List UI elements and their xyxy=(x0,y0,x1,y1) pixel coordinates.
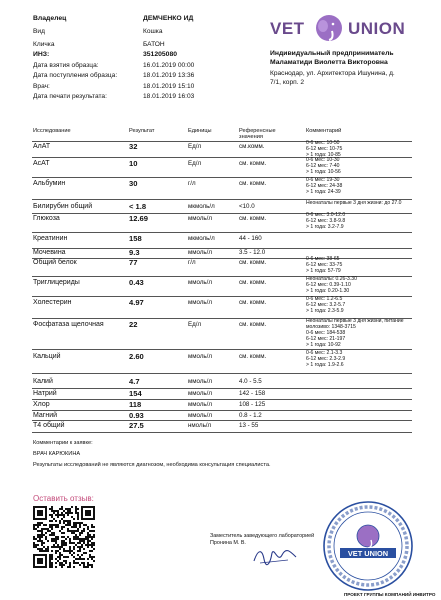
row-divider xyxy=(32,248,412,249)
test-unit: нмоль/л xyxy=(188,422,212,429)
test-comment-line: 6-12 мес: 33-75 xyxy=(306,262,343,269)
test-result: 12.69 xyxy=(129,214,149,223)
test-unit: мкмоль/л xyxy=(188,203,215,210)
test-result: 9.3 xyxy=(129,248,140,257)
header-divider xyxy=(32,141,412,142)
test-result: 30 xyxy=(129,179,138,188)
test-result: 0.43 xyxy=(129,278,144,287)
test-comment-line: > 1 года: 10-56 xyxy=(306,169,341,176)
test-unit: ммоль/л xyxy=(188,249,212,256)
pet-name-value: БАТОН xyxy=(143,41,165,48)
test-reference: см. комм. xyxy=(239,299,267,306)
received-date-label: Дата поступления образца: xyxy=(33,72,118,79)
test-name: Фосфатаза щелочная xyxy=(33,321,104,328)
test-unit: ммоль/л xyxy=(188,378,212,385)
row-divider xyxy=(32,232,412,233)
sample-date-label: Дата взятия образца: xyxy=(33,62,99,69)
test-result: 154 xyxy=(129,389,142,398)
test-reference: 3.5 - 12.0 xyxy=(239,249,266,256)
row-divider xyxy=(32,157,412,158)
test-reference: 142 - 158 xyxy=(239,390,266,397)
col-header-units: Единицы xyxy=(188,128,212,134)
test-name: Магний xyxy=(33,412,58,419)
test-comment-line: > 1 года: 24-39 xyxy=(306,189,341,196)
test-reference: 0.8 - 1.2 xyxy=(239,412,262,419)
test-result: 10 xyxy=(129,159,138,168)
test-comment-line: 6-12 мес: 3.2-5.7 xyxy=(306,302,346,309)
feedback-label: Оставить отзыв: xyxy=(33,494,94,503)
test-name: Триглицериды xyxy=(33,279,80,286)
test-result: 27.5 xyxy=(129,421,144,430)
test-comment-line: 0-6 мес: 10-50 xyxy=(306,140,340,146)
test-reference: 4.0 - 5.5 xyxy=(239,378,262,385)
test-comment-line: Неонаталы: 0.26-3.30 xyxy=(306,276,357,282)
test-unit: ммоль/л xyxy=(188,412,212,419)
test-result: 22 xyxy=(129,320,138,329)
doctor-value: 18.01.2019 15:10 xyxy=(143,83,195,90)
signature-name: Пронина М. В. xyxy=(210,540,246,546)
row-divider xyxy=(32,410,412,411)
test-unit: ммоль/л xyxy=(188,299,212,306)
sample-date-value: 16.01.2019 00:00 xyxy=(143,62,195,69)
test-reference: см. комм. xyxy=(239,259,267,266)
test-unit: Ед/л xyxy=(188,160,202,167)
test-comment-line: 6-12 мес: 21-197 xyxy=(306,336,346,343)
print-date-label: Дата печати результата: xyxy=(33,93,107,100)
test-comment-line: 6-12 мес: 3.8-9.8 xyxy=(306,218,346,225)
test-unit: Ед/л xyxy=(188,143,202,150)
test-result: 2.60 xyxy=(129,352,144,361)
test-comment-line: 0-6 мес: 184-538 xyxy=(306,330,346,337)
test-name: Общий белок xyxy=(33,259,77,266)
test-comment-line: 6-12 мес: 10-75 xyxy=(306,146,343,153)
test-comment-line: 6-12 мес: 7-40 xyxy=(306,163,340,170)
test-name: Альбумин xyxy=(33,180,66,187)
test-name: Креатинин xyxy=(33,235,68,242)
test-comment-line: 0-6 мес: 10-30 xyxy=(306,157,340,163)
owner-label: Владелец xyxy=(33,15,67,22)
test-unit: ммоль/л xyxy=(188,390,212,397)
handwritten-signature xyxy=(252,545,298,567)
test-reference: см.комм. xyxy=(239,143,265,150)
test-unit: г/л xyxy=(188,180,196,187)
test-comment-line: молозиво: 1348-3715 xyxy=(306,324,356,331)
test-unit: г/л xyxy=(188,259,196,266)
request-comment-value: ВРАЧ КАРЮКИНА xyxy=(33,451,81,457)
test-unit: ммоль/л xyxy=(188,279,212,286)
species-value: Кошка xyxy=(143,28,163,35)
test-comment-line: > 1 года: 57-79 xyxy=(306,268,341,275)
col-header-ref-2: значения xyxy=(239,134,263,140)
test-comment-line: 0-6 мес: 3.0-12.0 xyxy=(306,212,346,218)
clinic-stamp xyxy=(322,500,414,592)
pet-name-label: Кличка xyxy=(33,41,55,48)
test-comment-line: > 1 года: 0.20-1.30 xyxy=(306,288,350,295)
row-divider xyxy=(32,213,412,214)
request-comment-label: Комментарии к заявке: xyxy=(33,440,93,446)
inz-value: 351205080 xyxy=(143,51,178,58)
test-name: Глюкоза xyxy=(33,215,60,222)
row-divider xyxy=(32,388,412,389)
test-name: Мочевина xyxy=(33,249,66,256)
test-comment-line: 6-12 мес: 0.39-1.10 xyxy=(306,282,351,289)
test-reference: 13 - 55 xyxy=(239,422,259,429)
test-result: 32 xyxy=(129,142,138,151)
row-divider xyxy=(32,373,412,374)
col-header-ref: Референсные xyxy=(239,128,276,134)
test-name: Калий xyxy=(33,378,53,385)
test-result: 118 xyxy=(129,400,142,409)
test-reference: см. комм. xyxy=(239,279,267,286)
test-reference: см. комм. xyxy=(239,180,267,187)
test-unit: мкмоль/л xyxy=(188,235,215,242)
row-divider xyxy=(32,432,412,433)
received-date-value: 18.01.2019 13:36 xyxy=(143,72,195,79)
row-divider xyxy=(32,349,412,350)
test-reference: см. комм. xyxy=(239,321,267,328)
test-result: 0.93 xyxy=(129,411,144,420)
elephant-icon xyxy=(314,13,344,43)
org-type: Индивидуальный предприниматель xyxy=(270,50,394,57)
org-address-line1: Краснодар, ул. Архитектора Ишунина, д. xyxy=(270,70,395,77)
doctor-label: Врач: xyxy=(33,83,50,90)
test-reference: см. комм. xyxy=(239,160,267,167)
test-comment-line: 0-6 мес: 19-30 xyxy=(306,177,340,183)
test-name: Холестерин xyxy=(33,299,72,306)
test-name: Билирубин общий xyxy=(33,203,93,210)
footer-project: ПРОЕКТ ГРУППЫ КОМПАНИЙ ИНВИТРО xyxy=(344,592,436,597)
test-name: АсАТ xyxy=(33,160,50,167)
inz-label: ИНЗ: xyxy=(33,51,50,58)
test-unit: ммоль/л xyxy=(188,401,212,408)
test-comment-line: 6-12 мес: 2.3-2.9 xyxy=(306,356,346,363)
species-label: Вид xyxy=(33,28,45,35)
owner-value: ДЕМЧЕНКО ИД xyxy=(143,15,194,22)
logo-text-left: VET xyxy=(270,19,305,38)
test-result: 158 xyxy=(129,234,142,243)
test-name: Натрий xyxy=(33,390,57,397)
signature-title: Заместитель заведующего лабораторией xyxy=(210,533,315,539)
test-reference: <10.0 xyxy=(239,203,255,210)
test-unit: ммоль/л xyxy=(188,215,212,222)
org-address-line2: 7/1, корп. 2 xyxy=(270,79,305,86)
qr-code[interactable] xyxy=(33,506,95,568)
test-result: 4.7 xyxy=(129,377,140,386)
test-reference: 44 - 160 xyxy=(239,235,262,242)
test-result: 4.97 xyxy=(129,298,144,307)
test-name: Кальций xyxy=(33,353,61,360)
test-result: < 1.8 xyxy=(129,202,147,211)
disclaimer: Результаты исследований не являются диагнозом, необходима консультация специалиста. xyxy=(33,462,271,468)
test-comment-line: > 1 года: 10-85 xyxy=(306,152,341,159)
test-comment-line: 0-6 мес: 2.1-3.3 xyxy=(306,350,343,356)
test-reference: см. комм. xyxy=(239,353,267,360)
test-comment-line: 0-6 мес: 1.2-6.5 xyxy=(306,296,343,302)
test-comment-line: Неонаталы первые 3 дня жизни, питание xyxy=(306,318,404,324)
row-divider xyxy=(32,177,412,178)
test-reference: см. комм. xyxy=(239,215,267,222)
test-reference: 108 - 125 xyxy=(239,401,266,408)
test-name: АлАТ xyxy=(33,143,51,150)
col-header-result: Результат xyxy=(129,128,155,134)
row-divider xyxy=(32,399,412,400)
vet-union-logo xyxy=(270,13,420,41)
test-comment-line: Неонаталы первые 3 дня жизни: до 27.0 xyxy=(306,200,402,206)
row-divider xyxy=(32,296,412,297)
col-header-comment: Комментарий xyxy=(306,128,342,134)
test-comment-line: > 1 года: 1.9-2.6 xyxy=(306,362,344,369)
test-result: 77 xyxy=(129,258,138,267)
test-comment-line: 0-6 мес: 38-65 xyxy=(306,256,340,262)
test-name: Хлор xyxy=(33,401,50,408)
col-header-test: Исследование xyxy=(33,128,71,134)
test-name: Т4 общий xyxy=(33,422,65,429)
test-comment-line: > 1 года: 10-92 xyxy=(306,342,341,349)
test-comment-line: > 1 года: 3.2-7.9 xyxy=(306,224,344,231)
test-unit: ммоль/л xyxy=(188,353,212,360)
row-divider xyxy=(32,258,412,259)
row-divider xyxy=(32,420,412,421)
logo-text-right: UNION xyxy=(348,19,406,38)
test-comment-line: > 1 года: 2.3-5.9 xyxy=(306,308,344,315)
qr-code-icon xyxy=(33,506,95,568)
stamp-logo-text: VET UNION xyxy=(347,549,389,558)
test-unit: Ед/л xyxy=(188,321,202,328)
org-owner: Маламатиди Виолетта Викторовна xyxy=(270,59,388,66)
print-date-value: 18.01.2019 16:03 xyxy=(143,93,195,100)
test-comment-line: 6-12 мес: 24-38 xyxy=(306,183,343,190)
